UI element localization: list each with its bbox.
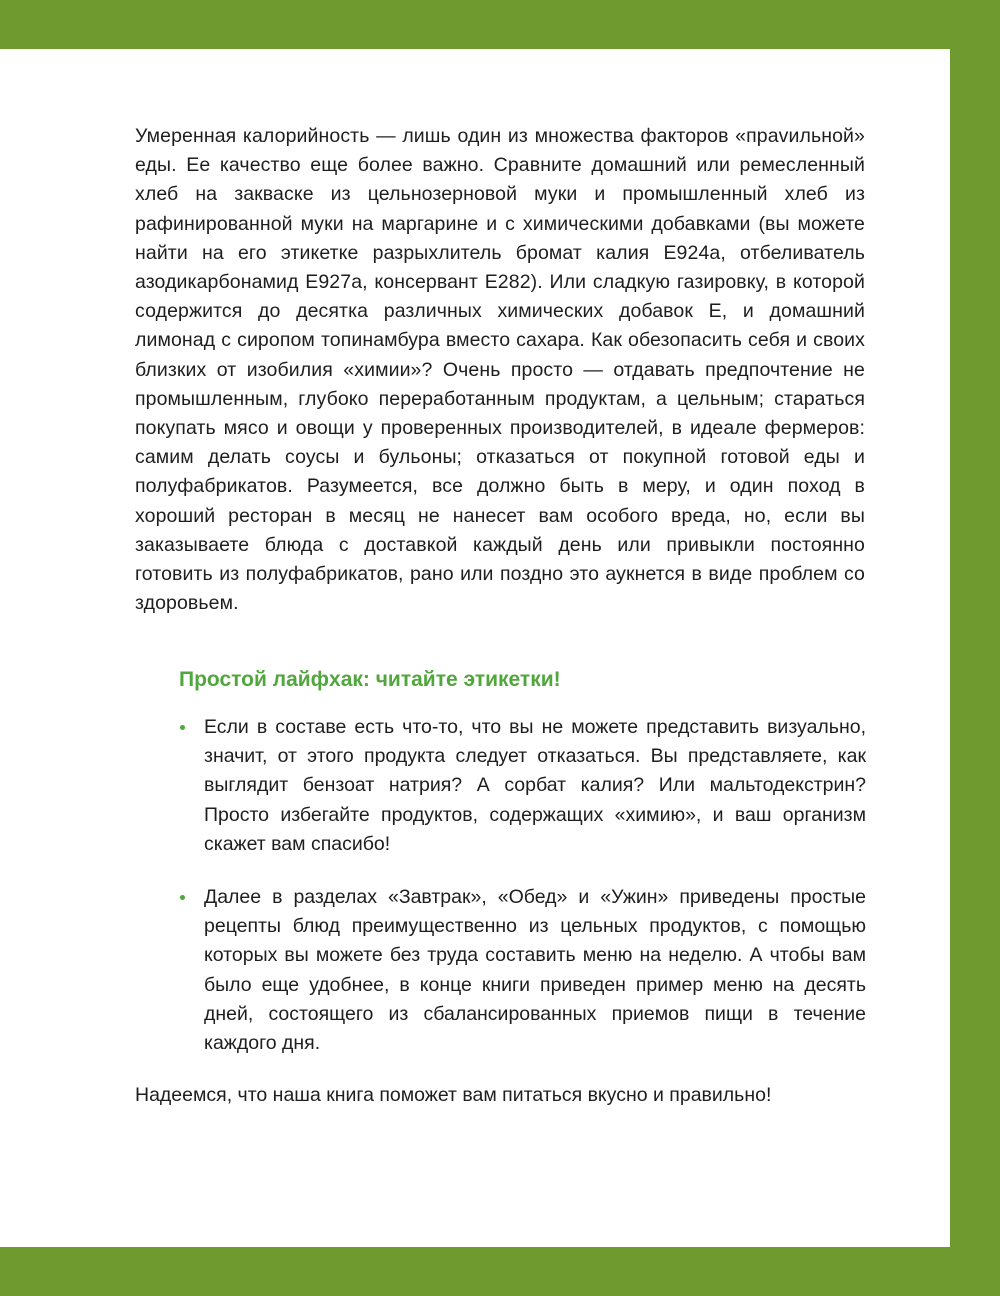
bullet-dot-icon [180, 725, 185, 730]
bullet-dot-icon [180, 895, 185, 900]
tip-bullet-text: Если в составе есть что-то, что вы не можете представить визуально, значит, от этого продукта следует отказаться. Вы представляете, как выглядит бензоат натрия? А сорбат калия? Или мальтодекстрин? Просто избегайте продуктов, содержащих «химию», и ваш организм скажет вам спасибо! [204, 716, 866, 855]
intro-paragraph: Умеренная калорийность — лишь один из множества факторов «праvильной» еды. Ее качество еще более важно. Сравните домашний или ремесленный хлеб на закваске из цельнозерновой муки и промышленный хлеб из рафинированной муки на маргарине и с химическими добавками (вы можете найти на его этикетке разрыхлитель бромат калия Е924а, отбеливатель азодикарбонамид Е927а, консервант Е282). Или сладкую газировку, в которой содержится до десятка различных химических добавок Е, и домашний лимонад с сиропом топинамбура вместо сахара. Как обезопасить себя и своих близких от изобилия «химии»? Очень просто — отдавать предпочтение не промышленным, глубоко переработанным продуктам, а цельным; стараться покупать мясо и овощи у проверенных производителей, в идеале фермеров: самим делать соусы и бульоны; отказаться от покупной готовой еды и полуфабрикатов. Разумеется, все должно быть в меру, и один поход в хороший ресторан в месяц не нанесет вам особого вреда, но, если вы заказываете блюда с доставкой каждый день или привыкли постоянно готовить из полуфабрикатов, рано или поздно это аукнется в виде проблем со здоровьем. [135, 125, 865, 615]
tip-heading: Простой лайфхак: читайте этикетки! [179, 668, 561, 691]
book-page [0, 49, 950, 1247]
tip-bullet-text: Далее в разделах «Завтрак», «Обед» и «Ужин» приведены простые рецепты блюд преимущественно из цельных продуктов, с помощью которых вы можете без труда составить меню на неделю. А чтобы вам было еще удобнее, в конце книги приведен пример меню на десять дней, состоящего из сбалансированных приемов пищи в течение каждого дня. [204, 886, 866, 1055]
closing-line: Надеемся, что наша книга поможет вам питаться вкусно и правильно! [135, 1084, 772, 1106]
